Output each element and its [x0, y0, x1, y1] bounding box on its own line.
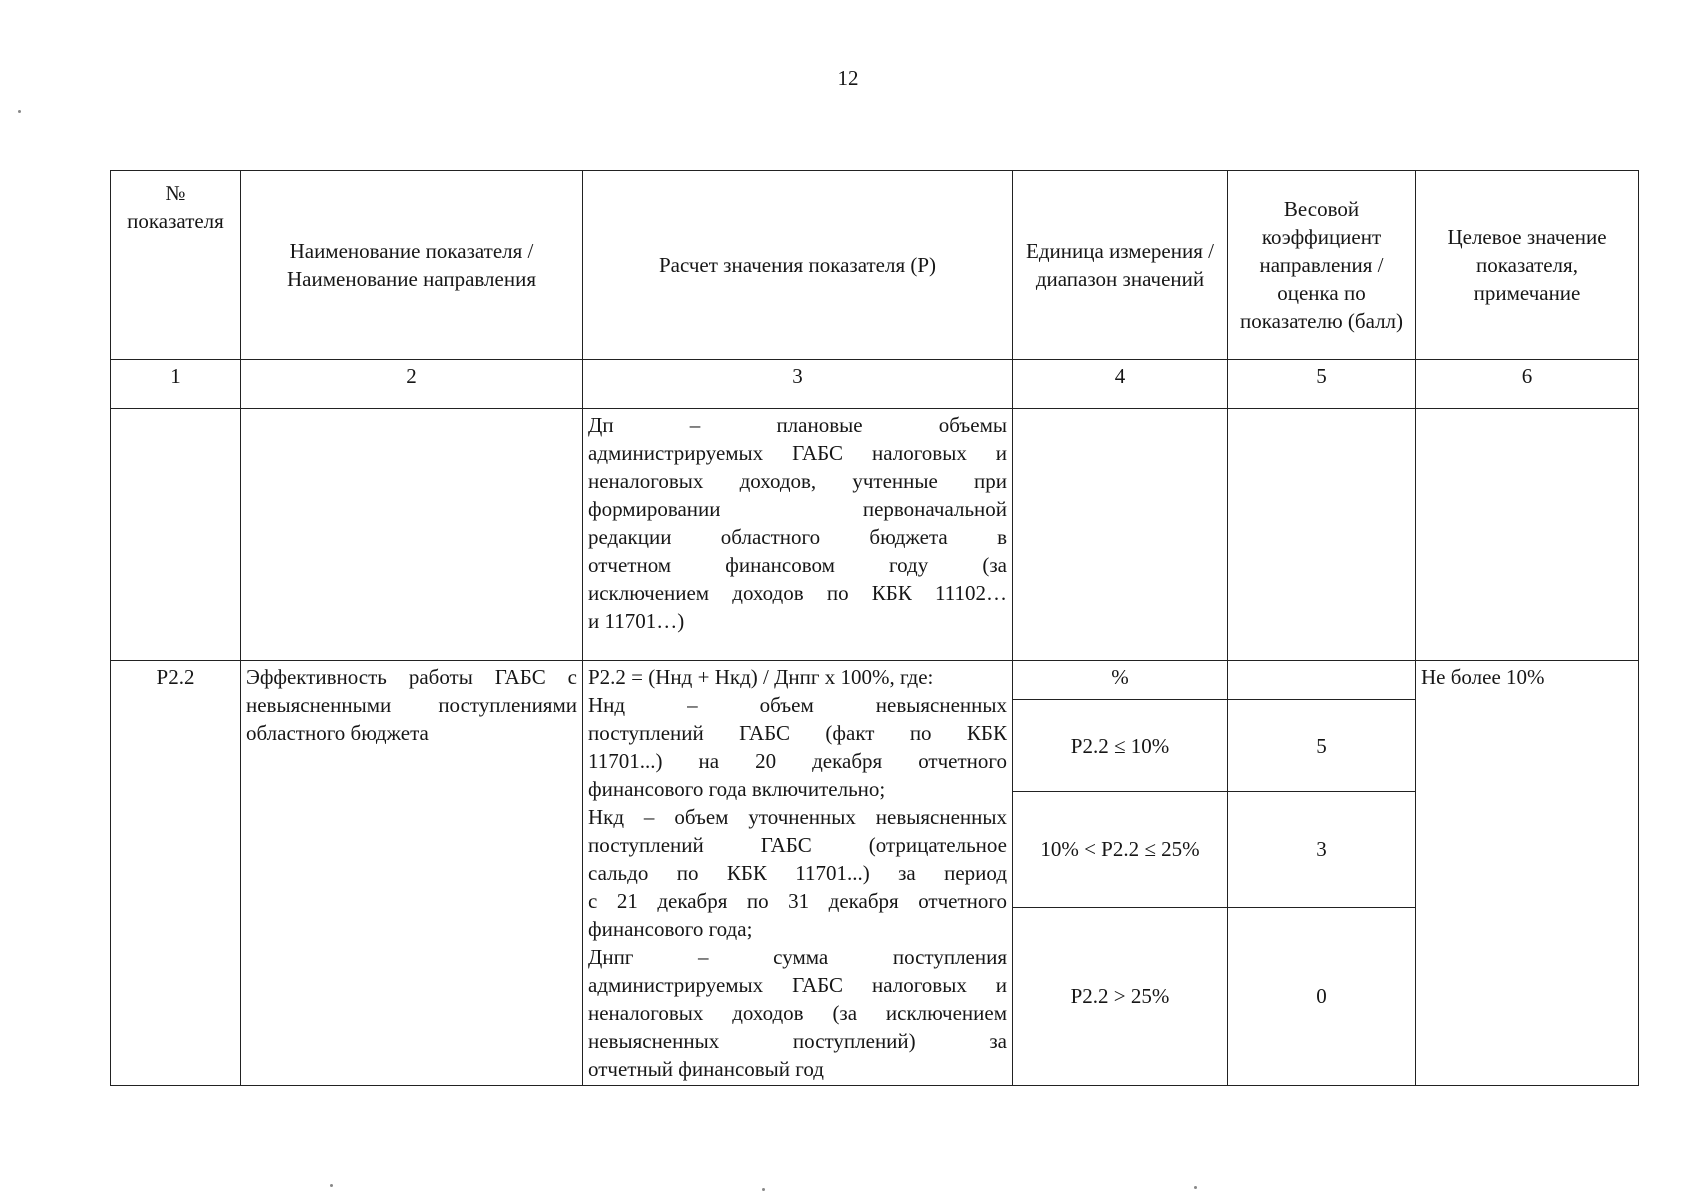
empty-cell [1013, 409, 1228, 661]
column-number: 2 [241, 360, 583, 409]
scale-range: Р2.2 ≤ 10% [1013, 700, 1228, 792]
header-target-note: Целевое значение показателя, примечание [1416, 171, 1639, 360]
header-calculation: Расчет значения показателя (Р) [583, 171, 1013, 360]
calc-line: исключением доходов по КБК 11102… [588, 581, 1007, 605]
calc-line: невыясненных поступлений) за [588, 1029, 1007, 1053]
calc-line: и 11701…) [588, 609, 685, 633]
calc-line: неналоговых доходов (за исключением [588, 1001, 1007, 1025]
calc-line: администрируемых ГАБС налоговых и [588, 973, 1007, 997]
indicator-row [111, 661, 1639, 700]
calc-line: Нкд – объем уточненных невыясненных [588, 805, 1007, 829]
calc-line: отчетном финансовом году (за [588, 553, 1007, 577]
calc-line: Дп – плановые объемы [588, 413, 1007, 437]
empty-cell [1228, 409, 1416, 661]
scan-speck [762, 1188, 765, 1191]
empty-cell [111, 409, 241, 661]
scale-score: 5 [1228, 700, 1416, 792]
calc-line: Р2.2 = (Ннд + Нкд) / Днпг х 100%, где: [588, 665, 934, 689]
calc-line: Днпг – сумма поступления [588, 945, 1007, 969]
calc-line: администрируемых ГАБС налоговых и [588, 441, 1007, 465]
header-unit-range: Единица измерения / диапазон значений [1013, 171, 1228, 360]
continuation-row [111, 409, 1639, 661]
empty-cell [1228, 661, 1416, 700]
calc-line: с 21 декабря по 31 декабря отчетного [588, 889, 1007, 913]
scale-score: 0 [1228, 907, 1416, 1085]
page-number: 12 [837, 66, 859, 90]
scale-score: 3 [1228, 792, 1416, 907]
calc-line: финансового года включительно; [588, 777, 886, 801]
table-header-row [111, 171, 1639, 360]
calc-line: формировании первоначальной [588, 497, 1007, 521]
calc-line: Ннд – объем невыясненных [588, 693, 1007, 717]
column-numbers-row [111, 360, 1639, 409]
header-indicator-name: Наименование показателя / Наименование направления [241, 171, 583, 360]
calc-line: поступлений ГАБС (отрицательное [588, 833, 1007, 857]
unit-cell: % [1013, 661, 1228, 700]
target-value: Не более 10% [1416, 661, 1639, 1086]
calc-line: редакции областного бюджета в [588, 525, 1007, 549]
scale-range: Р2.2 > 25% [1013, 907, 1228, 1085]
scan-speck [330, 1184, 333, 1187]
column-number: 6 [1416, 360, 1639, 409]
scan-speck [18, 110, 21, 113]
calc-line: поступлений ГАБС (факт по КБК [588, 721, 1007, 745]
continuation-calculation [583, 409, 1013, 661]
header-weight-score: Весовой коэффициент направления / оценка по показателю (балл) [1228, 171, 1416, 360]
calc-line: отчетный финансовый год [588, 1057, 824, 1081]
calc-line: сальдо по КБК 11701...) за период [588, 861, 1007, 885]
column-number: 4 [1013, 360, 1228, 409]
column-number: 3 [583, 360, 1013, 409]
indicator-calculation [583, 661, 1013, 1086]
scan-speck [1194, 1186, 1197, 1189]
calc-line: финансового года; [588, 917, 753, 941]
indicator-name: Эффективность работы ГАБС с невыясненными поступлениями областного бюджета [241, 661, 583, 1086]
calc-line: 11701...) на 20 декабря отчетного [588, 749, 1007, 773]
calc-line: неналоговых доходов, учтенные при [588, 469, 1007, 493]
header-indicator-number: № показателя [111, 171, 241, 360]
column-number: 1 [111, 360, 241, 409]
empty-cell [1416, 409, 1639, 661]
column-number: 5 [1228, 360, 1416, 409]
indicators-table [110, 170, 1639, 1086]
indicator-number: Р2.2 [111, 661, 241, 1086]
scale-range: 10% < Р2.2 ≤ 25% [1013, 792, 1228, 907]
empty-cell [241, 409, 583, 661]
